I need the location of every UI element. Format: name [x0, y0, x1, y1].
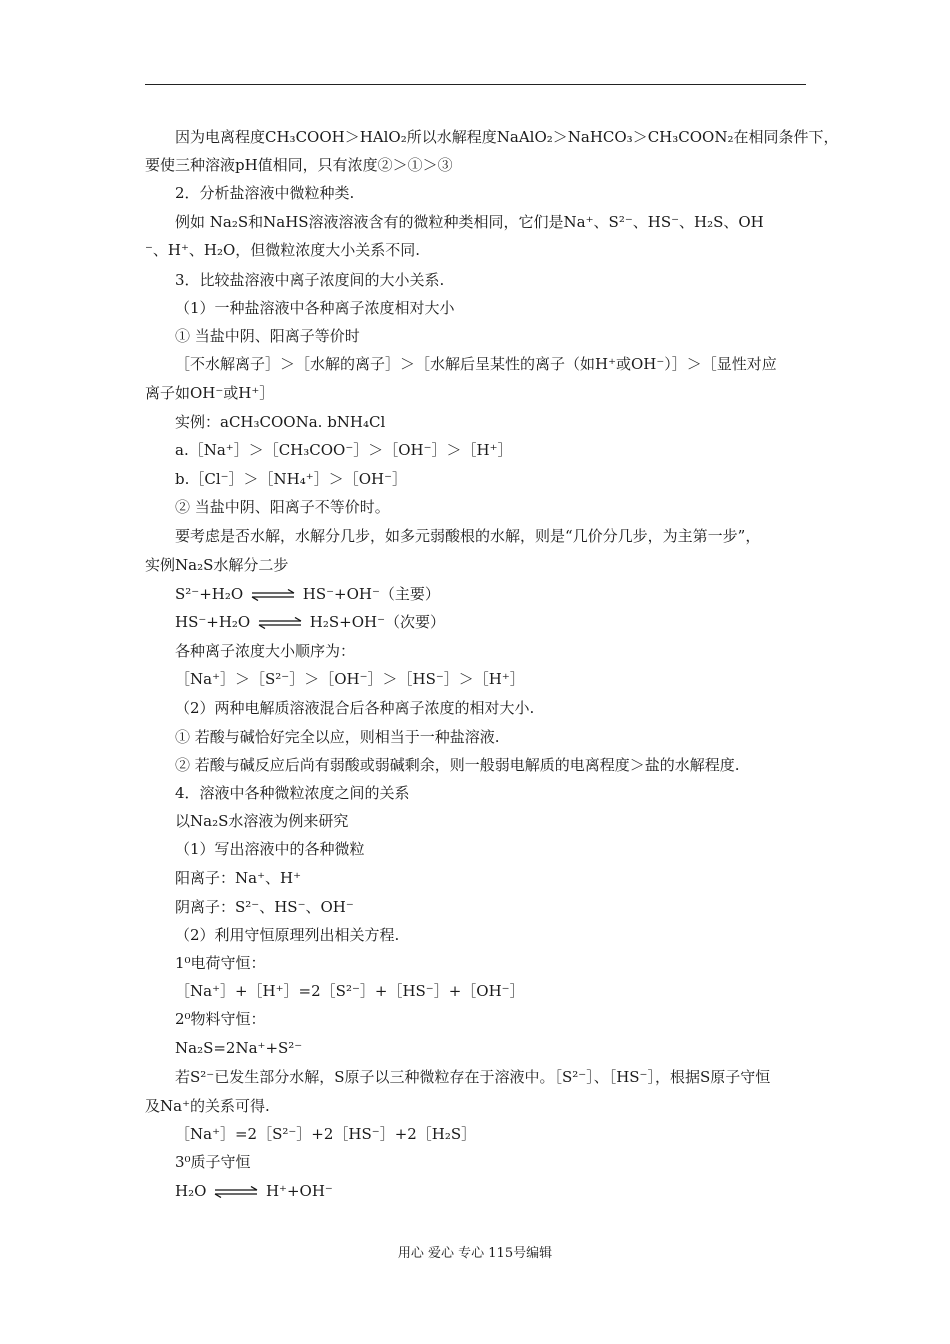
- text-line: 1⁰电荷守恒：: [175, 954, 266, 972]
- page-footer: 用心 爱心 专心 115号编辑: [397, 1246, 553, 1261]
- text-line: 例如 Na₂S和NaHS溶液溶液含有的微粒种类相同，它们是Na⁺、S²⁻、HS⁻、H₂S、OH: [175, 213, 764, 231]
- text-line: 实例Na₂S水解分二步: [145, 556, 289, 574]
- text-line: 各种离子浓度大小顺序为：: [175, 642, 356, 660]
- text-line: 阴离子：S²⁻、HS⁻、OH⁻: [175, 898, 354, 916]
- text-line: 及Na⁺的关系可得.: [145, 1097, 270, 1115]
- section-heading: 4．溶液中各种微粒浓度之间的关系: [175, 784, 410, 802]
- header-rule: [145, 84, 806, 85]
- equation-right: HS⁻+OH⁻（主要）: [302, 585, 440, 603]
- text-line: 3⁰质子守恒: [175, 1153, 251, 1171]
- text-line: 要考虑是否水解，水解分几步，如多元弱酸根的水解，则是“几价分几步，为主第一步”，: [175, 527, 761, 545]
- text-line: ⁻、H⁺、H₂O，但微粒浓度大小关系不同.: [145, 241, 421, 259]
- text-line: （2）两种电解质溶液混合后各种离子浓度的相对大小.: [175, 699, 535, 717]
- text-line: ① 若酸与碱恰好完全以应，则相当于一种盐溶液.: [175, 728, 500, 746]
- text-line: ① 当盐中阴、阳离子等价时: [175, 327, 360, 345]
- text-line: b.［Cl⁻］＞［NH₄⁺］＞［OH⁻］: [175, 470, 407, 488]
- text-line: 阳离子：Na⁺、H⁺: [175, 869, 301, 887]
- text-line: （1）写出溶液中的各种微粒: [175, 840, 365, 858]
- text-line: 2⁰物料守恒：: [175, 1010, 266, 1028]
- section-heading: 2．分析盐溶液中微粒种类.: [175, 184, 355, 202]
- text-line: ［不水解离子］＞［水解的离子］＞［水解后呈某性的离子（如H⁺或OH⁻）］＞［显性对应: [175, 355, 777, 373]
- equation-right: H⁺+OH⁻: [265, 1182, 333, 1200]
- equation-line: [175, 612, 445, 632]
- reversible-arrow-icon: [213, 1186, 259, 1198]
- text-line: ［Na⁺］＞［S²⁻］＞［OH⁻］＞［HS⁻］＞［H⁺］: [175, 670, 525, 688]
- section-heading: 3．比较盐溶液中离子浓度间的大小关系.: [175, 271, 445, 289]
- text-line: ② 若酸与碱反应后尚有弱酸或弱碱剩余，则一般弱电解质的电离程度＞盐的水解程度.: [175, 756, 740, 774]
- equation-left: S²⁻+H₂O: [175, 585, 244, 603]
- reversible-arrow-icon: [257, 617, 303, 629]
- equation-left: H₂O: [175, 1182, 207, 1200]
- reversible-arrow-icon: [250, 589, 296, 601]
- text-line: （2）利用守恒原理列出相关方程.: [175, 926, 400, 944]
- text-line: 实例：aCH₃COONa. bNH₄Cl: [175, 413, 386, 431]
- text-line: 以Na₂S水溶液为例来研究: [175, 812, 349, 830]
- text-line: ② 当盐中阴、阳离子不等价时。: [175, 498, 390, 516]
- text-line: （1）一种盐溶液中各种离子浓度相对大小: [175, 299, 455, 317]
- text-line: 因为电离程度CH₃COOH＞HAlO₂所以水解程度NaAlO₂＞NaHCO₃＞CH₃COON₂在相同条件下，: [175, 128, 839, 146]
- equation-right: H₂S+OH⁻（次要）: [309, 613, 446, 631]
- text-line: Na₂S=2Na⁺+S²⁻: [175, 1039, 303, 1057]
- text-line: a.［Na⁺］＞［CH₃COO⁻］＞［OH⁻］＞［H⁺］: [175, 441, 513, 459]
- equation-line: [175, 1181, 333, 1201]
- text-line: 离子如OH⁻或H⁺］: [145, 384, 275, 402]
- text-line: ［Na⁺］=2［S²⁻］+2［HS⁻］+2［H₂S］: [175, 1125, 477, 1143]
- text-line: 要使三种溶液pH值相同，只有浓度②＞①＞③: [145, 156, 453, 174]
- equation-left: HS⁻+H₂O: [175, 613, 251, 631]
- text-line: 若S²⁻已发生部分水解，S原子以三种微粒存在于溶液中。［S²⁻］、［HS⁻］，根据S原子守恒: [175, 1068, 771, 1086]
- text-line: ［Na⁺］+［H⁺］=2［S²⁻］+［HS⁻］+［OH⁻］: [175, 982, 525, 1000]
- equation-line: [175, 584, 440, 604]
